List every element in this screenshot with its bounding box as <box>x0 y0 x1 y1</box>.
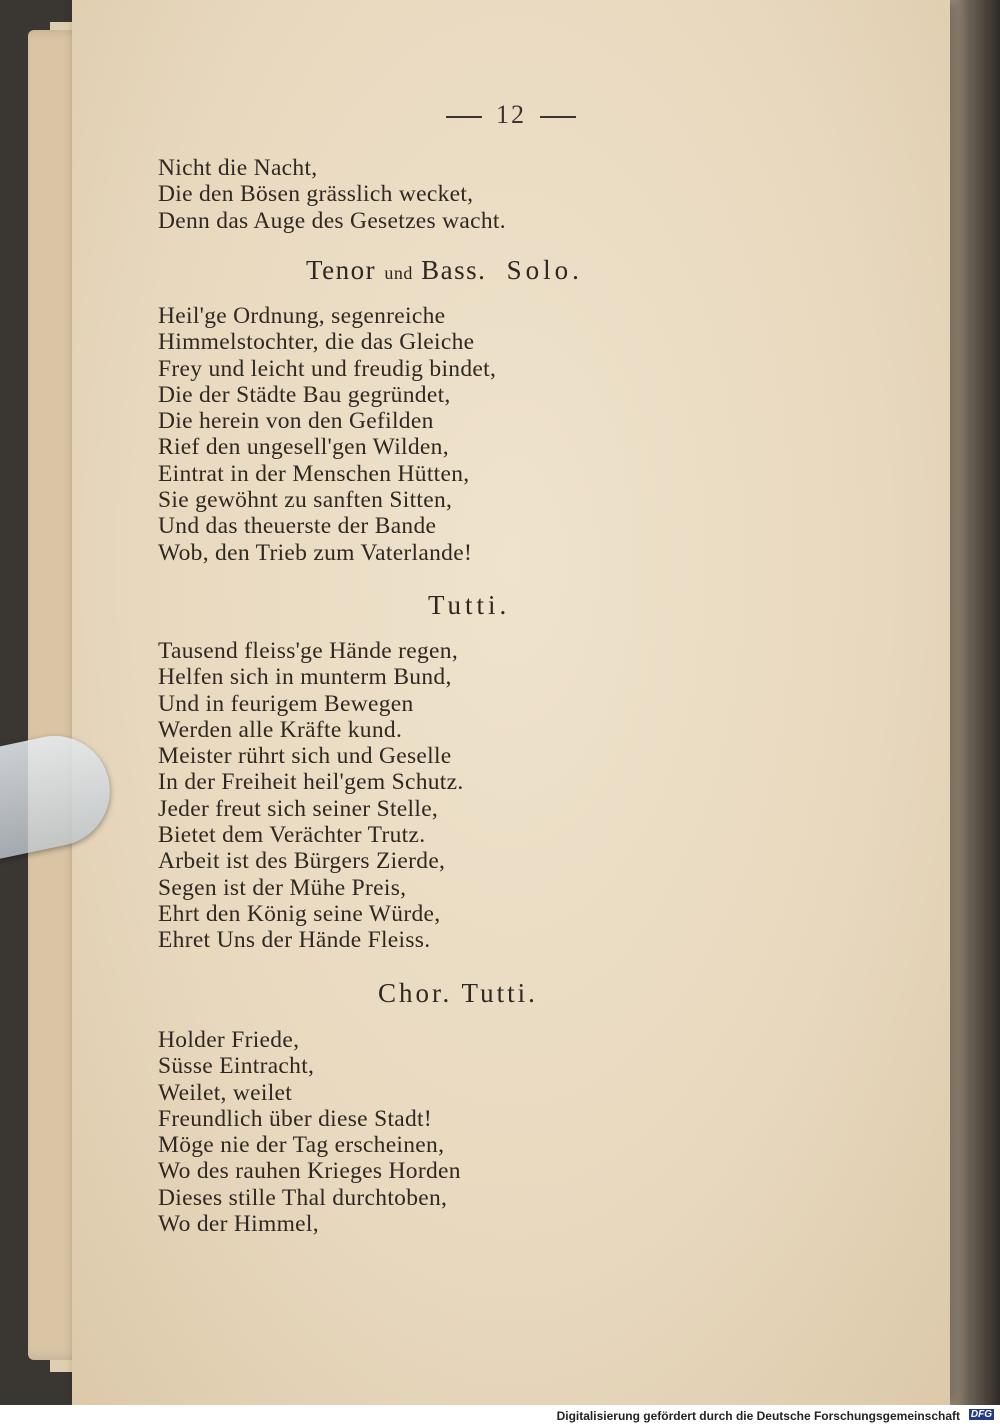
verse-line: Heil'ge Ordnung, segenreiche <box>158 303 446 329</box>
verse-line: Tausend fleiss'ge Hände regen, <box>158 638 459 664</box>
verse-line: Werden alle Kräfte kund. <box>158 716 403 743</box>
verse-line: Freundlich über diese Stadt! <box>158 1105 433 1132</box>
stanza-3 <box>158 638 464 954</box>
verse-line: Dieses stille Thal durchtoben, <box>158 1184 448 1211</box>
verse-line: Ehret Uns der Hände Fleiss. <box>158 927 431 954</box>
heading-chor-tutti: Chor. Tutti. <box>378 978 538 1008</box>
verse-line: Die herein von den Gefilden <box>158 408 434 435</box>
heading-part-und: und <box>384 263 413 283</box>
heading-part-bass: Bass. <box>421 255 487 285</box>
verse-line: Und das theuerste der Bande <box>158 513 437 540</box>
heading-part-tenor: Tenor <box>306 255 377 285</box>
stanza-4 <box>158 1027 461 1237</box>
footer-credit-text: Digitalisierung gefördert durch die Deutsche Forschungsgemeinschaft <box>556 1409 960 1423</box>
verse-line: Meister rührt sich und Geselle <box>158 743 452 770</box>
verse-line: Bietet dem Verächter Trutz. <box>158 822 426 849</box>
verse-line: Wo der Himmel, <box>158 1211 319 1238</box>
verse-line: Segen ist der Mühe Preis, <box>158 874 407 901</box>
verse-line: Himmelstochter, die das Gleiche <box>158 329 475 356</box>
verse-line: Frey und leicht und freudig bindet, <box>158 355 497 382</box>
page-number <box>72 100 950 130</box>
verse-line: Süsse Eintracht, <box>158 1053 315 1080</box>
verse-line: Und in feurigem Bewegen <box>158 690 414 717</box>
verse-line: Die der Städte Bau gegründet, <box>158 381 451 408</box>
digitization-footer <box>0 1405 1000 1428</box>
verse-line: Holder Friede, <box>158 1027 300 1053</box>
book-binding-edge <box>946 0 1000 1405</box>
heading-tenor-bass-solo <box>306 255 583 286</box>
stanza-2 <box>158 303 496 566</box>
verse-line: Arbeit ist des Bürgers Zierde, <box>158 848 446 875</box>
verse-line: Wob, den Trieb zum Vaterlande! <box>158 539 473 566</box>
stanza-1 <box>158 155 506 234</box>
verse-line: Eintrat in der Menschen Hütten, <box>158 460 470 487</box>
verse-line: Wo des rauhen Krieges Horden <box>158 1158 461 1185</box>
verse-line: Sie gewöhnt zu sanften Sitten, <box>158 487 453 514</box>
page-number-text: 12 <box>496 100 526 129</box>
verse-line: Denn das Auge des Gesetzes wacht. <box>158 207 506 234</box>
verse-line: Möge nie der Tag erscheinen, <box>158 1132 445 1159</box>
verse-line: In der Freiheit heil'gem Schutz. <box>158 769 464 796</box>
verse-line: Nicht die Nacht, <box>158 155 318 181</box>
verse-line: Rief den ungesell'gen Wilden, <box>158 434 449 461</box>
verse-line: Weilet, weilet <box>158 1079 293 1106</box>
verse-line: Ehrt den König seine Würde, <box>158 900 441 927</box>
book-page <box>72 0 950 1405</box>
verse-line: Die den Bösen grässlich wecket, <box>158 181 474 208</box>
dash-right <box>540 116 576 118</box>
dash-left <box>446 116 482 118</box>
heading-part-solo: Solo. <box>506 255 583 285</box>
dfg-logo: DFG <box>970 1409 992 1420</box>
verse-line: Helfen sich in munterm Bund, <box>158 664 452 691</box>
verse-line: Jeder freut sich seiner Stelle, <box>158 795 439 822</box>
heading-tutti: Tutti. <box>428 590 511 620</box>
